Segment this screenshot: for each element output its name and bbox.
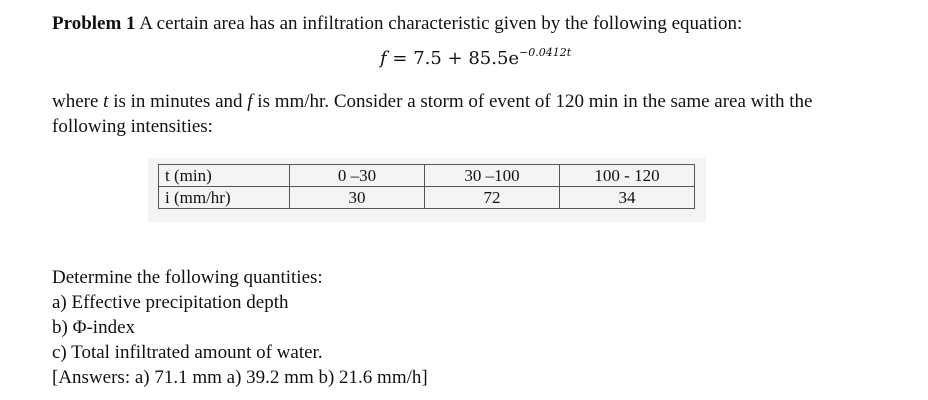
equation-rhs: = 7.5 + 85.5e (386, 48, 520, 69)
equation-lhs: f (380, 48, 387, 69)
problem-intro: A certain area has an infiltration characteristic given by the following equation: (135, 13, 743, 34)
desc-var-t: t (103, 91, 109, 112)
question-b: b) Φ-index (52, 317, 136, 338)
table-cell: 30 –100 (425, 165, 560, 187)
question-c: c) Total infiltrated amount of water. (52, 342, 323, 363)
intensity-table-container (148, 158, 706, 222)
problem-statement (52, 13, 742, 35)
table-cell: 34 (560, 187, 695, 209)
equation-exponent: −0.0412t (519, 46, 572, 59)
problem-label: Problem 1 (52, 13, 136, 34)
table-row (159, 165, 695, 187)
intensity-table (158, 164, 695, 209)
table-cell: t (min) (159, 165, 290, 187)
desc-text-a: where (52, 91, 104, 112)
description-line-1 (52, 91, 812, 113)
infiltration-equation (380, 48, 571, 69)
table-row (159, 187, 695, 209)
table-cell: 100 - 120 (560, 165, 695, 187)
desc-var-f: f (247, 91, 253, 112)
desc-text-b: is in minutes and (108, 91, 248, 112)
desc-text-c: is mm/hr. Consider a storm of event of 120 min in the same area with the (252, 91, 813, 112)
description-line-2: following intensities: (52, 116, 213, 137)
table-cell: 0 –30 (290, 165, 425, 187)
questions-prompt: Determine the following quantities: (52, 267, 323, 288)
answers-line: [Answers: a) 71.1 mm a) 39.2 mm b) 21.6 mm/h] (52, 367, 428, 388)
table-cell: 72 (425, 187, 560, 209)
table-cell: i (mm/hr) (159, 187, 290, 209)
table-cell: 30 (290, 187, 425, 209)
question-a: a) Effective precipitation depth (52, 292, 289, 313)
